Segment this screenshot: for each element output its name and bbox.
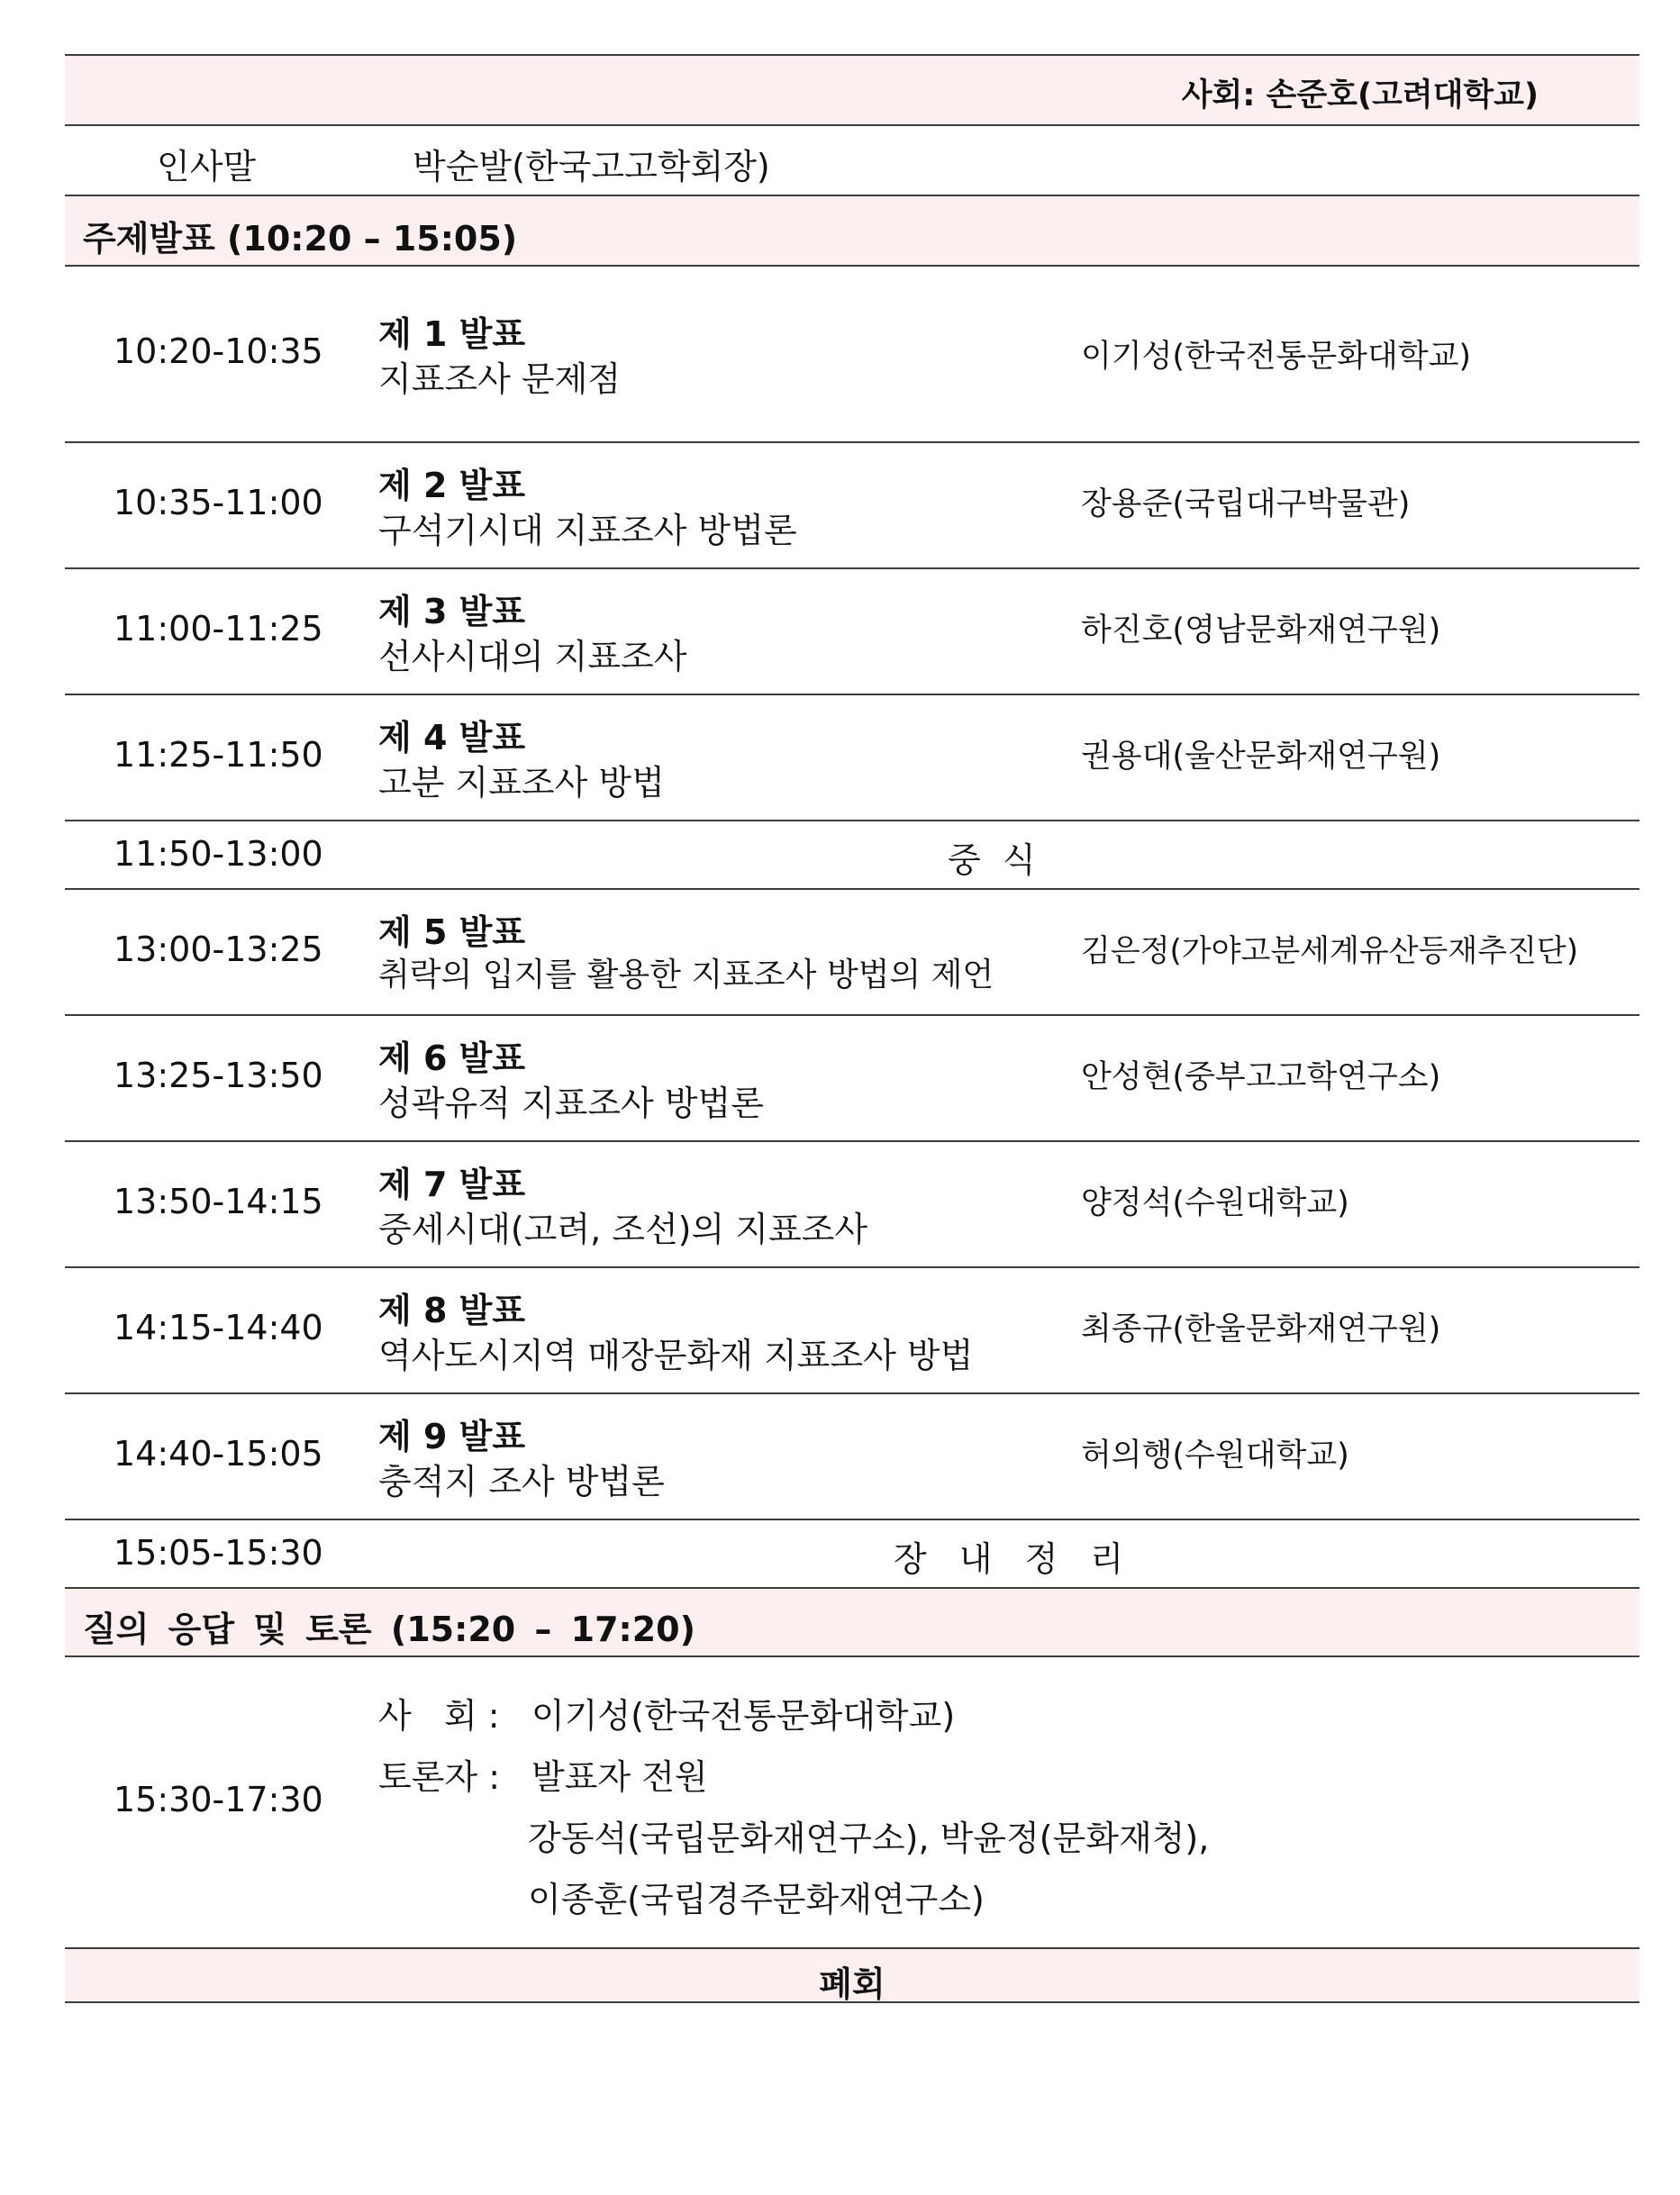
presentation-row [65, 1140, 1639, 1266]
moderator-row [65, 54, 1639, 124]
presenter: 장용준(국립대구박물관) [1081, 486, 1411, 522]
presentation-title: 지표조사 문제점 [378, 359, 622, 399]
presenter: 김은정(가야고분세계유산등재추진단) [1081, 933, 1579, 969]
time-slot: 15:05-15:30 [114, 1533, 323, 1573]
presenter: 최종규(한울문화재연구원) [1081, 1311, 1441, 1347]
time-slot: 10:20-10:35 [114, 331, 323, 371]
time-slot: 11:25-11:50 [114, 735, 323, 775]
presentation-number: 제 6 발표 [378, 1039, 526, 1078]
presenter: 이기성(한국전통문화대학교) [1081, 339, 1472, 375]
time-slot: 11:50-13:00 [114, 834, 323, 874]
presenter: 권용대(울산문화재연구원) [1081, 739, 1441, 775]
presentation-title: 성곽유적 지표조사 방법론 [378, 1084, 764, 1123]
presentation-title: 역사도시지역 매장문화재 지표조사 방법 [378, 1336, 974, 1375]
discussion-row [65, 1655, 1639, 1947]
presenter: 허의행(수원대학교) [1081, 1438, 1349, 1474]
closing-row [65, 1947, 1639, 2003]
time-slot: 13:00-13:25 [114, 930, 323, 969]
lunch-label: 중 식 [948, 840, 1036, 880]
presentation-row [65, 694, 1639, 820]
panel-line: 이종훈(국립경주문화재연구소) [528, 1880, 985, 1919]
presentation-number: 제 9 발표 [378, 1417, 526, 1456]
presentation-row [65, 1392, 1639, 1519]
presenter: 안성현(중부고고학연구소) [1081, 1059, 1441, 1095]
greeting-row [65, 124, 1639, 195]
panel-line: 발표자 전원 [531, 1757, 708, 1797]
time-slot: 13:50-14:15 [114, 1182, 323, 1221]
presentation-row [65, 1266, 1639, 1392]
presentation-number: 제 3 발표 [378, 592, 526, 631]
presentation-number: 제 2 발표 [378, 466, 526, 505]
presentation-number: 제 1 발표 [378, 314, 526, 354]
section-header-presentations [65, 195, 1639, 265]
presentation-row [65, 441, 1639, 567]
time-slot: 14:40-15:05 [114, 1434, 323, 1474]
presentation-row [65, 1014, 1639, 1140]
presentation-title: 구석기시대 지표조사 방법론 [378, 511, 797, 550]
greeting-label: 인사말 [157, 147, 257, 186]
discussion-moderator: 이기성(한국전통문화대학교) [531, 1696, 956, 1736]
section-title: 질의 응답 및 토론 (15:20 – 17:20) [83, 1610, 695, 1649]
time-slot: 14:15-14:40 [114, 1308, 323, 1347]
section-title: 주제발표 (10:20 – 15:05) [83, 219, 518, 259]
moderator-text: 사회: 손준호(고려대학교) [1181, 77, 1539, 113]
panel-label: 토론자 : [378, 1757, 501, 1797]
presentation-number: 제 5 발표 [378, 912, 526, 952]
moderator-label: 사 회 : [378, 1696, 500, 1736]
presentation-number: 제 8 발표 [378, 1291, 526, 1330]
presentation-title: 충적지 조사 방법론 [378, 1462, 665, 1501]
presentation-title: 취락의 입지를 활용한 지표조사 방법의 제언 [378, 957, 994, 993]
presentation-title: 선사시대의 지표조사 [378, 637, 687, 676]
time-slot: 11:00-11:25 [114, 609, 323, 649]
lunch-row [65, 820, 1639, 888]
section-header-discussion [65, 1587, 1639, 1655]
time-slot: 15:30-17:30 [114, 1780, 323, 1819]
presentation-title: 중세시대(고려, 조선)의 지표조사 [378, 1210, 868, 1249]
time-slot: 10:35-11:00 [114, 483, 323, 522]
cleanup-row [65, 1519, 1639, 1587]
presentation-number: 제 4 발표 [378, 718, 526, 757]
presentation-row [65, 888, 1639, 1014]
closing-label: 폐회 [819, 1964, 885, 2004]
presentation-number: 제 7 발표 [378, 1165, 526, 1204]
presenter: 하진호(영남문화재연구원) [1081, 612, 1441, 649]
presentation-row [65, 567, 1639, 694]
program-table [65, 54, 1639, 2003]
presentation-row [65, 265, 1639, 441]
presentation-title: 고분 지표조사 방법 [378, 763, 665, 803]
cleanup-label: 장 내 정 리 [894, 1539, 1135, 1579]
presenter: 양정석(수원대학교) [1081, 1185, 1349, 1221]
time-slot: 13:25-13:50 [114, 1056, 323, 1095]
panel-line: 강동석(국립문화재연구소), 박윤정(문화재청), [528, 1819, 1210, 1858]
greeting-speaker: 박순발(한국고고학회장) [413, 147, 770, 186]
